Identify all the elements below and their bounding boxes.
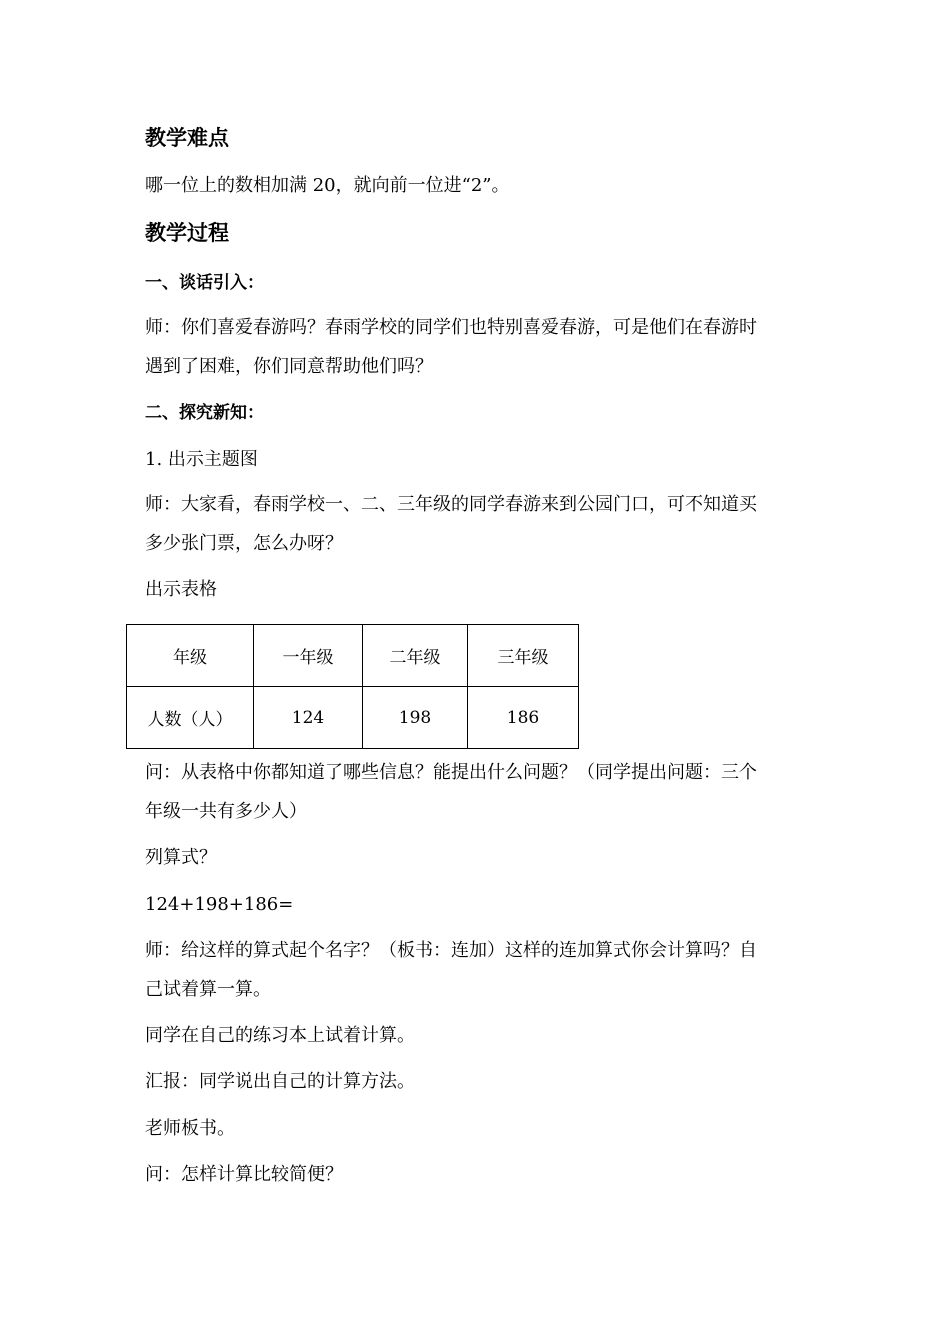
- heading-difficulty: 教学难点: [145, 126, 229, 150]
- table-header-cell: 一年级: [254, 625, 363, 687]
- formula-prompt: 列算式？: [145, 847, 217, 868]
- board-text: 老师板书。: [145, 1118, 235, 1139]
- table-cell: 198: [363, 687, 468, 749]
- table-header-row: [127, 625, 579, 687]
- section-explore-heading: 二、探究新知：: [145, 403, 264, 423]
- question-1-line-2: 年级一共有多少人）: [145, 801, 307, 822]
- report-text: 汇报：同学说出自己的计算方法。: [145, 1071, 415, 1092]
- grade-student-table: [126, 624, 579, 749]
- table-header-cell: 年级: [127, 625, 254, 687]
- show-table-label: 出示表格: [145, 579, 217, 600]
- question-1-line-1: 问：从表格中你都知道了哪些信息？能提出什么问题？（同学提出问题：三个: [145, 762, 757, 783]
- table-cell: 124: [254, 687, 363, 749]
- practice-text: 同学在自己的练习本上试着计算。: [145, 1025, 415, 1046]
- section-intro-heading: 一、谈话引入：: [145, 273, 264, 293]
- table-row: [127, 687, 579, 749]
- heading-process: 教学过程: [145, 221, 229, 245]
- table-header-cell: 三年级: [468, 625, 579, 687]
- table-cell: 人数（人）: [127, 687, 254, 749]
- formula: 124+198+186=: [145, 894, 294, 915]
- intro-paragraph-line-2: 遇到了困难，你们同意帮助他们吗？: [145, 356, 433, 377]
- table-cell: 186: [468, 687, 579, 749]
- step-1: 1. 出示主题图: [145, 449, 258, 470]
- question-2: 问：怎样计算比较简便？: [145, 1164, 343, 1185]
- teacher-paragraph-1-line-2: 多少张门票，怎么办呀？: [145, 533, 343, 554]
- table-header-cell: 二年级: [363, 625, 468, 687]
- teacher-paragraph-2-line-1: 师：给这样的算式起个名字？（板书：连加）这样的连加算式你会计算吗？自: [145, 940, 757, 961]
- teacher-paragraph-1-line-1: 师：大家看，春雨学校一、二、三年级的同学春游来到公园门口，可不知道买: [145, 494, 757, 515]
- teacher-paragraph-2-line-2: 己试着算一算。: [145, 979, 271, 1000]
- intro-paragraph-line-1: 师：你们喜爱春游吗？春雨学校的同学们也特别喜爱春游，可是他们在春游时: [145, 317, 757, 338]
- difficulty-text: 哪一位上的数相加满 20，就向前一位进“2”。: [145, 175, 510, 196]
